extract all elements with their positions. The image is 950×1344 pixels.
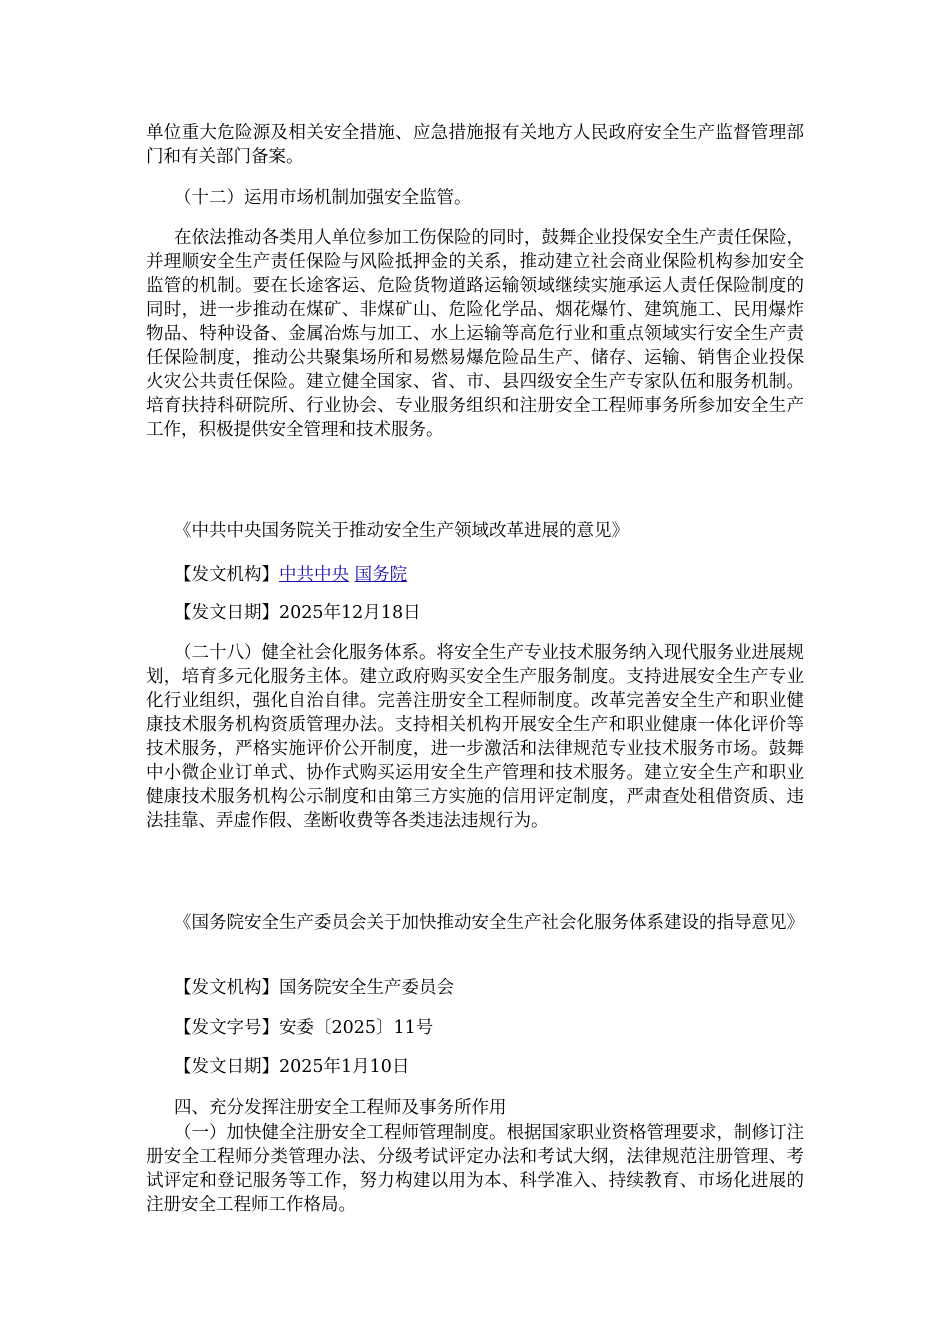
doc1-issuer	[174, 563, 407, 587]
issuer-link-ccp[interactable]: 中共中央	[279, 565, 349, 585]
doc1-date-value: 2025年12月18日	[279, 603, 421, 623]
doc2-date: 【发文日期】2025年1月10日	[174, 1057, 410, 1077]
section-heading-12: （十二）运用市场机制加强安全监管。	[174, 188, 472, 208]
doc1-date-label: 【发文日期】	[174, 603, 279, 623]
doc2-body: （一）加快健全注册安全工程师管理制度。根据国家职业资格管理要求，制修订注册安全工程师分类管理办法、分级考试评定办法和考试大纲，法律规范注册管理、考试评定和登记服务等工作，努力构建以用为本、科学准入、持续教育、市场化进展的注册安全工程师工作格局。	[146, 1123, 804, 1215]
paragraph-market-mechanism: 在依法推动各类用人单位参加工伤保险的同时，鼓舞企业投保安全生产责任保险，并理顺安全生产责任保险与风险抵押金的关系，推动建立社会商业保险机构参加安全监管的机制。要在长途客运、危险货物道路运输领域继续实施承运人责任保险制度的同时，进一步推动在煤矿、非煤矿山、危险化学品、烟花爆竹、建筑施工、民用爆炸物品、特种设备、金属冶炼与加工、水上运输等高危行业和重点领域实行安全生产责任保险制度，推动公共聚集场所和易燃易爆危险品生产、储存、运输、销售企业投保火灾公共责任保险。建立健全国家、省、市、县四级安全生产专家队伍和服务机制。培育扶持科研院所、行业协会、专业服务组织和注册安全工程师事务所参加安全生产工作，积极提供安全管理和技术服务。	[146, 228, 804, 440]
doc1-body: （二十八）健全社会化服务体系。将安全生产专业技术服务纳入现代服务业进展规划，培育多元化服务主体。建立政府购买安全生产服务制度。支持进展安全生产专业化行业组织，强化自治自律。完善注册安全工程师制度。改革完善安全生产和职业健康技术服务机构资质管理办法。支持相关机构开展安全生产和职业健康一体化评价等技术服务，严格实施评价公开制度，进一步激活和法律规范专业技术服务市场。鼓舞中小微企业订单式、协作式购买运用安全生产管理和技术服务。建立安全生产和职业健康技术服务机构公示制度和由第三方实施的信用评定制度，严肃查处租借资质、违法挂靠、弄虚作假、垄断收费等各类违法违规行为。	[146, 643, 804, 831]
doc1-title: 《中共中央国务院关于推动安全生产领域改革进展的意见》	[174, 521, 629, 541]
doc2-section-heading: 四、充分发挥注册安全工程师及事务所作用	[174, 1098, 507, 1118]
doc1-issuer-label: 【发文机构】	[174, 565, 279, 585]
doc2-issuer: 【发文机构】国务院安全生产委员会	[174, 978, 454, 998]
issuer-link-state-council[interactable]: 国务院	[354, 565, 408, 585]
paragraph-continuation: 单位重大危险源及相关安全措施、应急措施报有关地方人民政府安全生产监督管理部门和有关部门备案。	[146, 123, 804, 167]
doc1-date	[174, 601, 421, 625]
doc2-number: 【发文字号】安委〔2025〕11号	[174, 1018, 434, 1038]
doc2-title: 《国务院安全生产委员会关于加快推动安全生产社会化服务体系建设的指导意见》	[174, 913, 804, 933]
